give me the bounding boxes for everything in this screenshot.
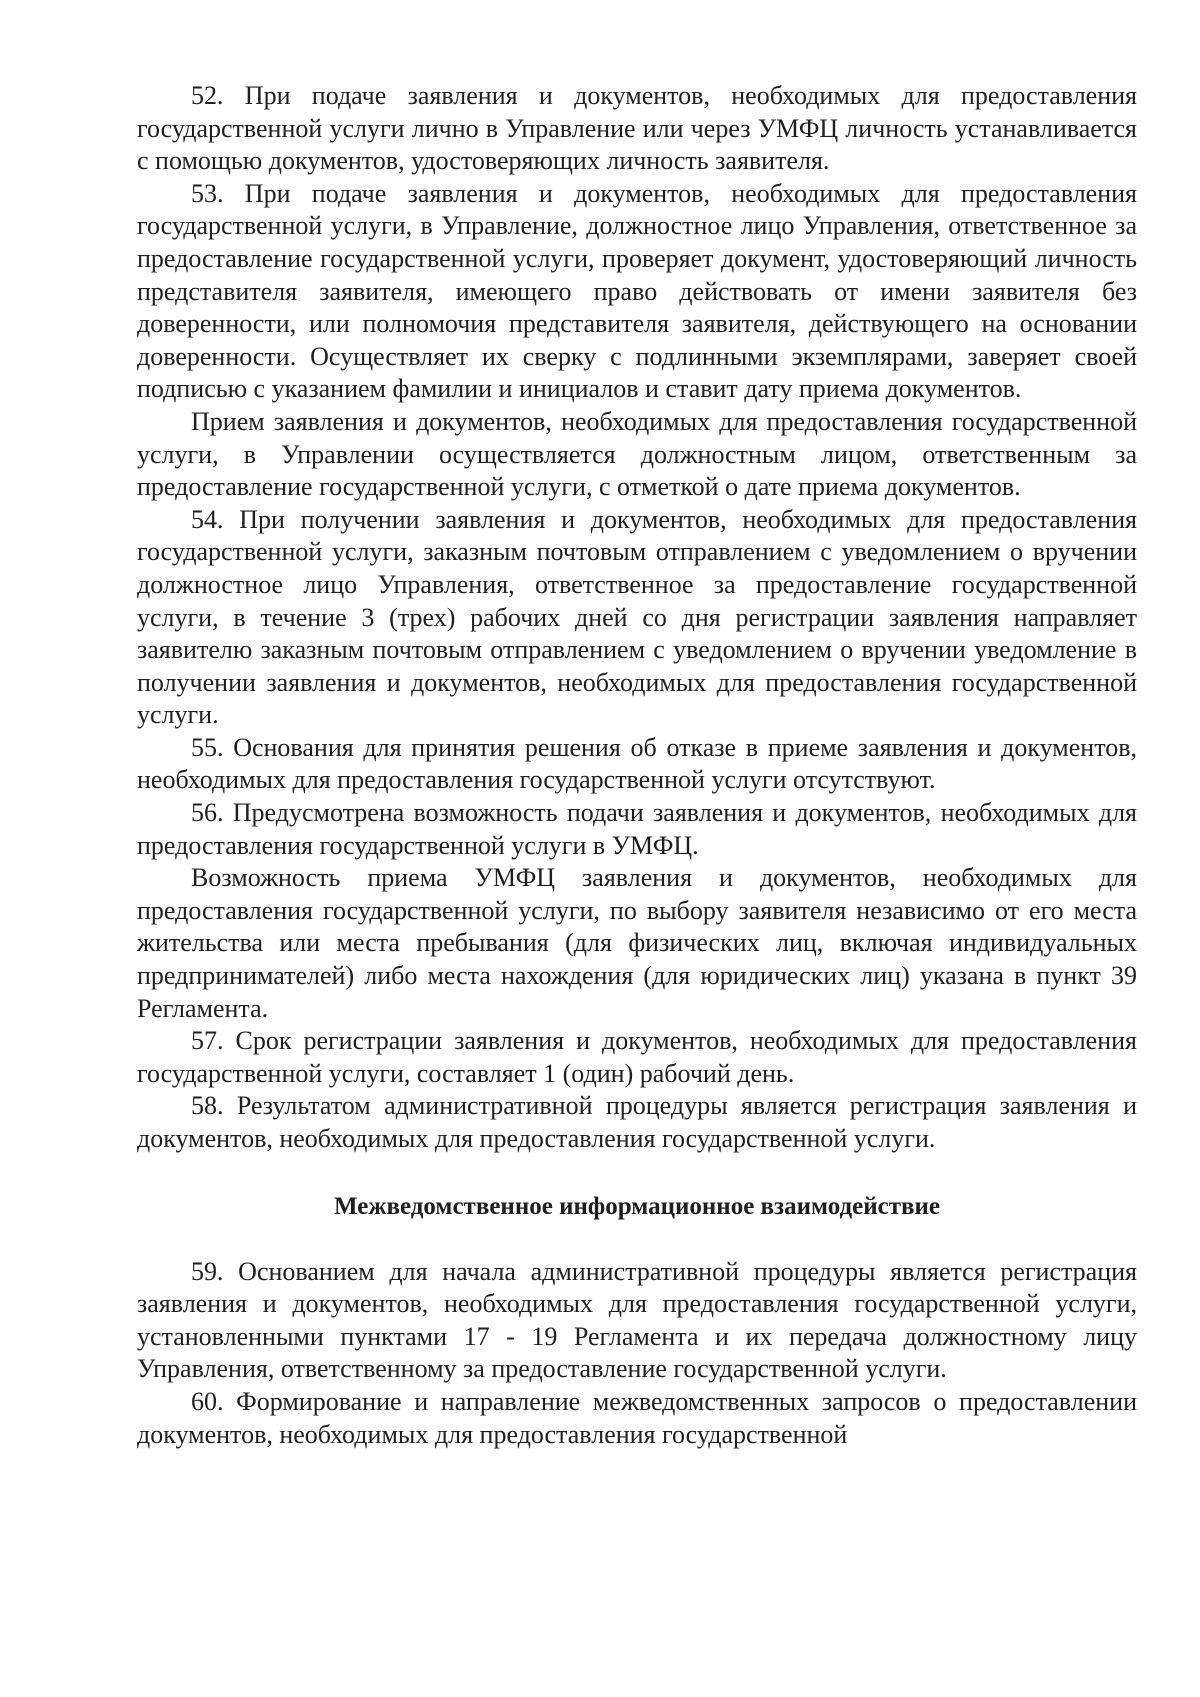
document-body: [137, 80, 1137, 1451]
paragraph-59: 59. Основанием для начала административной процедуры является регистрация заявления и документов, необходимых для предоставления государственной услуги, установленными пунктами 17 - 19 Регламента и их передача должностному лицу Управления, ответственному за предоставление государственной услуги.: [137, 1256, 1137, 1384]
paragraph-56-umfc: Возможность приема УМФЦ заявления и документов, необходимых для предоставления государственной услуги, по выбору заявителя независимо от его места жительства или места пребывания (для физических лиц, включая индивидуальных предпринимателей) либо места нахождения (для юридических лиц) указана в пункт 39 Регламента.: [137, 863, 1137, 1023]
paragraph-53: 53. При подаче заявления и документов, необходимых для предоставления государственной услуги, в Управление, должностное лицо Управления, ответственное за предоставление государственной услуги, проверяет документ, удостоверяющий личность представителя заявителя, имеющего право действовать от имени заявителя без доверенности, или полномочия представителя заявителя, действующего на основании доверенности. Осуществляет их сверку с подлинными экземплярами, заверяет своей подписью с указанием фамилии и инициалов и ставит дату приема документов.: [137, 178, 1137, 404]
section-heading: Межведомственное информационное взаимодействие: [334, 1192, 940, 1220]
paragraph-58: 58. Результатом административной процедуры является регистрация заявления и документов, необходимых для предоставления государственной услуги.: [137, 1091, 1137, 1153]
paragraph-52: 52. При подаче заявления и документов, необходимых для предоставления государственной услуги лично в Управление или через УМФЦ личность устанавливается с помощью документов, удостоверяющих личность заявителя.: [137, 81, 1137, 176]
paragraph-53-reception: Прием заявления и документов, необходимых для предоставления государственной услуги, в Управлении осуществляется должностным лицом, ответственным за предоставление государственной услуги, с отметкой о дате приема документов.: [137, 406, 1137, 502]
paragraph-56: 56. Предусмотрена возможность подачи заявления и документов, необходимых для предоставления государственной услуги в УМФЦ.: [137, 798, 1137, 860]
paragraph-54: 54. При получении заявления и документов, необходимых для предоставления государственной услуги, заказным почтовым отправлением с уведомлением о вручении должностное лицо Управления, ответственное за предоставление государственной услуги, в течение 3 (трех) рабочих дней со дня регистрации заявления направляет заявителю заказным почтовым отправлением с уведомлением о вручении уведомление в получении заявления и документов, необходимых для предоставления государственной услуги.: [137, 504, 1137, 730]
paragraph-60: 60. Формирование и направление межведомственных запросов о предоставлении документов, необходимых для предоставления государственной: [137, 1386, 1137, 1449]
paragraph-55: 55. Основания для принятия решения об отказе в приеме заявления и документов, необходимых для предоставления государственной услуги отсутствуют.: [137, 732, 1137, 795]
paragraph-57: 57. Срок регистрации заявления и документов, необходимых для предоставления государственной услуги, составляет 1 (один) рабочий день.: [137, 1026, 1137, 1088]
